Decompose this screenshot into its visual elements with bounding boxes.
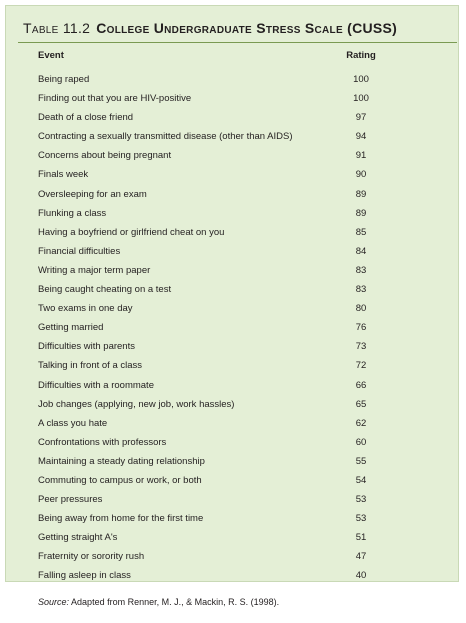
table-row xyxy=(6,528,460,547)
event-cell: Being raped xyxy=(38,74,90,85)
table-row xyxy=(6,509,460,528)
rating-cell: 80 xyxy=(355,303,367,315)
table-row xyxy=(6,223,460,242)
event-cell: Peer pressures xyxy=(38,494,103,506)
table-row xyxy=(6,490,460,509)
event-cell: Maintaining a steady dating relationship xyxy=(38,455,205,467)
event-cell: Getting straight A's xyxy=(38,532,118,544)
table-row xyxy=(6,108,460,127)
table-number: Table 11.2 xyxy=(23,20,91,36)
event-cell: Being caught cheating on a test xyxy=(38,284,172,296)
rating-cell: 53 xyxy=(355,494,367,506)
column-header-rating: Rating xyxy=(346,50,376,61)
rating-cell: 84 xyxy=(355,245,367,257)
table-row xyxy=(6,337,460,356)
event-cell: Death of a close friend xyxy=(38,112,134,124)
event-cell: Financial difficulties xyxy=(38,245,121,257)
table-body xyxy=(6,70,460,586)
table-row xyxy=(6,452,460,471)
event-cell: A class you hate xyxy=(38,417,108,429)
rating-cell: 83 xyxy=(355,284,367,296)
source-citation xyxy=(38,597,279,607)
event-cell: Flunking a class xyxy=(38,207,107,219)
event-cell: Confrontations with professors xyxy=(38,436,167,448)
rating-cell: 85 xyxy=(355,226,367,238)
rating-cell: 54 xyxy=(355,474,367,486)
rating-cell: 94 xyxy=(355,131,367,143)
event-cell: Contracting a sexually transmitted disease (other than AIDS) xyxy=(38,131,293,143)
rating-cell: 91 xyxy=(355,150,367,162)
rating-cell: 53 xyxy=(355,513,367,525)
rating-cell: 72 xyxy=(355,360,367,372)
event-cell: Talking in front of a class xyxy=(38,360,143,372)
table-header-row xyxy=(6,50,460,66)
table-row xyxy=(6,414,460,433)
table-row xyxy=(6,70,460,89)
rating-cell: 76 xyxy=(355,322,367,334)
table-row xyxy=(6,566,460,585)
event-cell: Having a boyfriend or girlfriend cheat on you xyxy=(38,226,225,238)
table-row xyxy=(6,395,460,414)
rating-cell: 60 xyxy=(355,436,367,448)
rating-cell: 97 xyxy=(355,112,367,124)
table-row xyxy=(6,127,460,146)
event-cell: Two exams in one day xyxy=(38,303,133,315)
table-row xyxy=(6,280,460,299)
event-cell: Commuting to campus or work, or both xyxy=(38,474,202,486)
table-row xyxy=(6,165,460,184)
table-title xyxy=(23,20,397,36)
rating-cell: 90 xyxy=(355,169,367,181)
event-cell: Writing a major term paper xyxy=(38,264,151,276)
event-cell: Difficulties with a roommate xyxy=(38,379,154,391)
event-cell: Fraternity or sorority rush xyxy=(38,551,145,563)
event-cell: Concerns about being pregnant xyxy=(38,150,172,162)
table-row xyxy=(6,547,460,566)
rating-cell: 65 xyxy=(355,398,367,410)
rating-cell: 83 xyxy=(355,264,367,276)
rating-cell: 47 xyxy=(355,551,367,563)
title-divider xyxy=(18,42,457,43)
event-cell: Finals week xyxy=(38,169,89,181)
rating-cell: 89 xyxy=(355,207,367,219)
rating-cell: 51 xyxy=(355,532,367,544)
table-row xyxy=(6,318,460,337)
source-text: Adapted from Renner, M. J., & Mackin, R. S. (1998). xyxy=(71,597,280,607)
event-cell: Oversleeping for an exam xyxy=(38,188,147,200)
table-row xyxy=(6,433,460,452)
table-title-text: College Undergraduate Stress Scale (CUSS) xyxy=(96,20,398,36)
table-row xyxy=(6,356,460,375)
rating-cell: 66 xyxy=(355,379,367,391)
rating-cell: 62 xyxy=(355,417,367,429)
rating-cell: 40 xyxy=(355,570,367,582)
table-row xyxy=(6,204,460,223)
table-row xyxy=(6,89,460,108)
rating-cell: 89 xyxy=(355,188,367,200)
rating-cell: 55 xyxy=(355,455,367,467)
source-label: Source: xyxy=(38,597,70,607)
rating-cell: 100 xyxy=(353,74,369,85)
event-cell: Difficulties with parents xyxy=(38,341,135,353)
table-row xyxy=(6,376,460,395)
rating-cell: 73 xyxy=(355,341,367,353)
event-cell: Job changes (applying, new job, work hassles) xyxy=(38,398,235,410)
table-row xyxy=(6,242,460,261)
event-cell: Finding out that you are HIV-positive xyxy=(38,93,192,105)
event-cell: Falling asleep in class xyxy=(38,570,131,582)
table-row xyxy=(6,471,460,490)
table-row xyxy=(6,146,460,165)
event-cell: Being away from home for the first time xyxy=(38,513,204,525)
table-row xyxy=(6,185,460,204)
rating-cell: 100 xyxy=(353,93,369,105)
stress-scale-table xyxy=(5,5,459,582)
event-cell: Getting married xyxy=(38,322,104,334)
table-row xyxy=(6,299,460,318)
table-row xyxy=(6,261,460,280)
column-header-event: Event xyxy=(38,50,64,61)
